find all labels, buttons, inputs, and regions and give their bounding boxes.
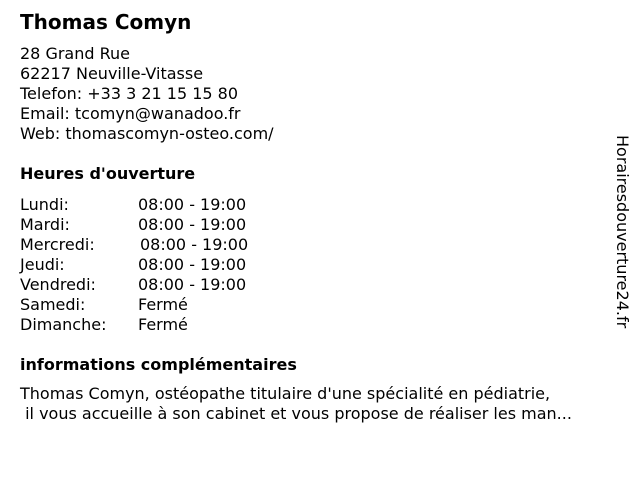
site-watermark: Horairesdouverture24.fr xyxy=(613,135,632,329)
phone-line: Telefon: +33 3 21 15 15 80 xyxy=(20,84,239,103)
hours-day: Mardi: xyxy=(20,215,70,234)
info-heading: informations complémentaires xyxy=(20,355,297,374)
hours-time: Fermé xyxy=(138,295,188,314)
hours-row-vendredi xyxy=(20,275,320,295)
hours-row-lundi xyxy=(20,195,320,215)
hours-day: Dimanche: xyxy=(20,315,107,334)
contact-block xyxy=(20,44,274,144)
business-name: Thomas Comyn xyxy=(20,10,192,34)
hours-heading: Heures d'ouverture xyxy=(20,164,196,183)
hours-time: 08:00 - 19:00 xyxy=(138,215,247,234)
hours-day: Jeudi: xyxy=(20,255,65,274)
hours-row-dimanche xyxy=(20,315,320,335)
hours-day: Mercredi: xyxy=(20,235,95,254)
hours-day: Lundi: xyxy=(20,195,69,214)
hours-row-samedi xyxy=(20,295,320,315)
hours-time: Fermé xyxy=(138,315,188,334)
hours-row-mercredi xyxy=(20,235,320,255)
hours-table xyxy=(20,195,320,335)
hours-row-jeudi xyxy=(20,255,320,275)
address-street: 28 Grand Rue xyxy=(20,44,130,63)
info-line-2: il vous accueille à son cabinet et vous propose de réaliser les man... xyxy=(20,404,572,423)
hours-time: 08:00 - 19:00 xyxy=(138,255,247,274)
hours-time: 08:00 - 19:00 xyxy=(138,195,247,214)
email-line: Email: tcomyn@wanadoo.fr xyxy=(20,104,241,123)
hours-time: 08:00 - 19:00 xyxy=(138,275,247,294)
address-city: 62217 Neuville-Vitasse xyxy=(20,64,204,83)
info-description xyxy=(20,384,620,424)
info-line-1: Thomas Comyn, ostéopathe titulaire d'une spécialité en pédiatrie, xyxy=(20,384,551,403)
hours-row-mardi xyxy=(20,215,320,235)
hours-time: 08:00 - 19:00 xyxy=(140,235,249,254)
hours-day: Samedi: xyxy=(20,295,86,314)
hours-day: Vendredi: xyxy=(20,275,96,294)
web-line: Web: thomascomyn-osteo.com/ xyxy=(20,124,274,143)
